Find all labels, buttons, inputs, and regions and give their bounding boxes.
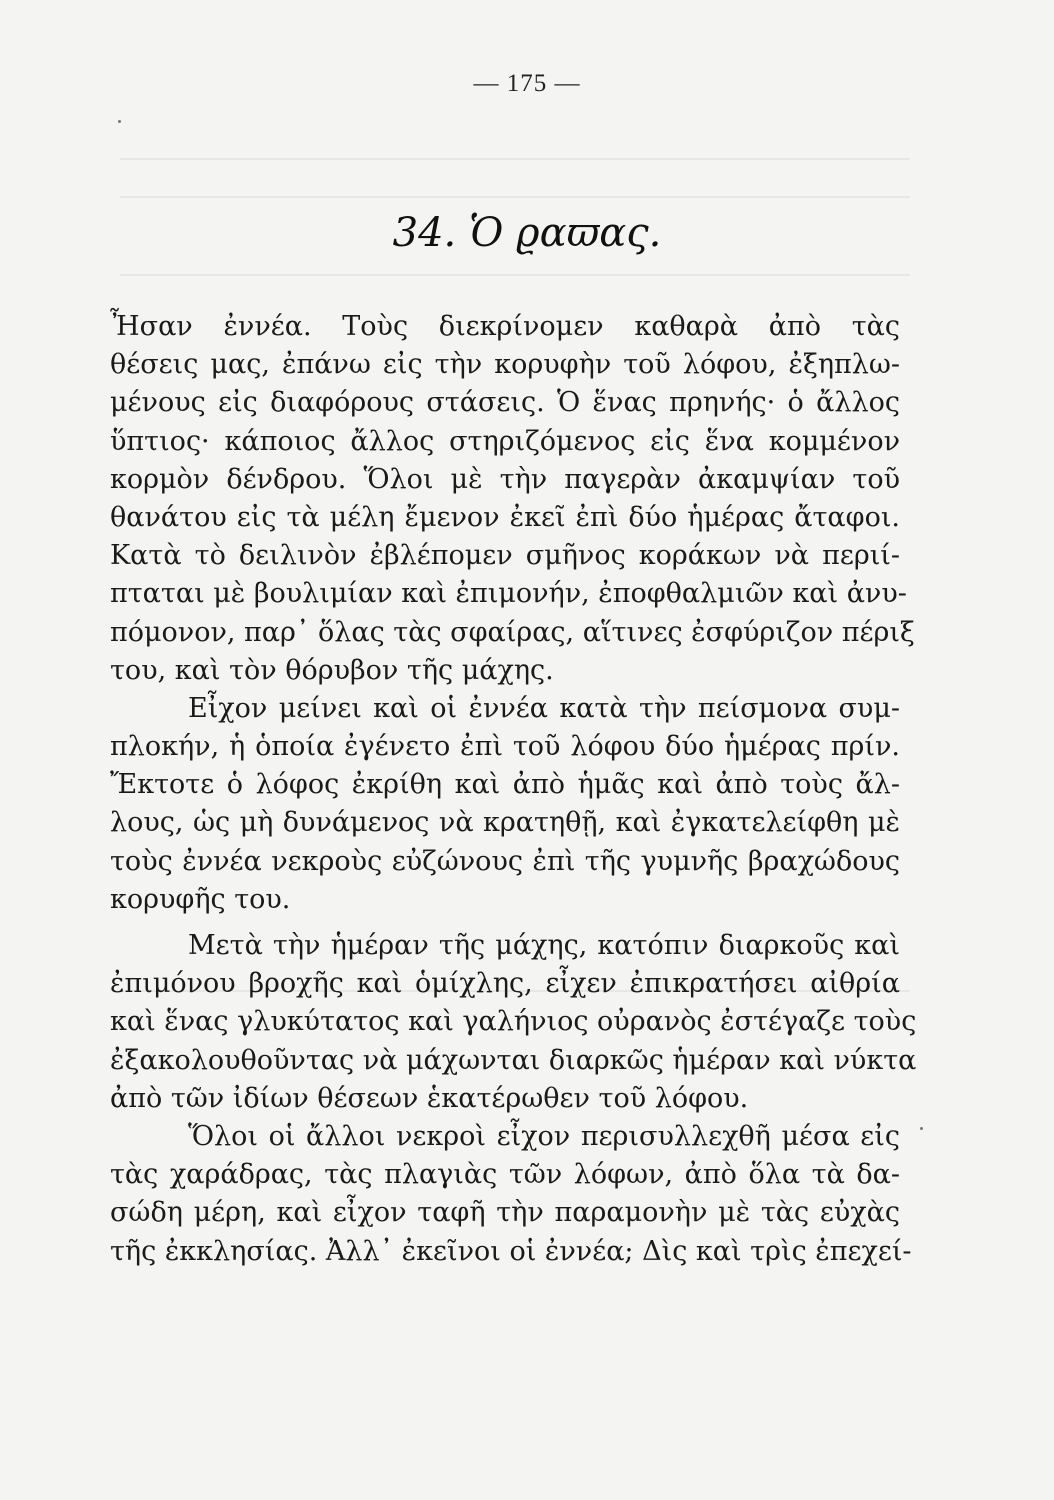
text-line: πταται μὲ βουλιμίαν καὶ ἐπιμονήν, ἐποφθαλμιῶν καὶ ἀνυ- <box>110 578 907 610</box>
show-through-line <box>120 158 910 160</box>
show-through-line <box>120 274 910 276</box>
body-text <box>110 308 917 1271</box>
text-line: σώδη μέρη, καὶ εἶχον ταφῆ τὴν παραμονὴν μὲ τὰς εὐχὰς <box>110 1197 900 1229</box>
ink-speck <box>118 120 121 123</box>
text-line: Ἔκτοτε ὁ λόφος ἐκρίθη καὶ ἀπὸ ἡμᾶς καὶ ἀπὸ τοὺς ἄλ- <box>110 769 900 801</box>
text-line: λους, ὡς μὴ δυνάμενος νὰ κρατηθῇ, καὶ ἐγκατελείφθη μὲ <box>110 807 900 839</box>
text-line: κορμὸν δένδρου. Ὅλοι μὲ τὴν παγερὰν ἀκαμψίαν τοῦ <box>110 463 900 495</box>
text-line: πόμονον, παρ᾽ ὅλας τὰς σφαίρας, αἵτινες ἐσφύριζον πέριξ <box>110 616 915 648</box>
text-line: Μετὰ τὴν ἡμέραν τῆς μάχης, κατόπιν διαρκοῦς καὶ <box>188 930 900 961</box>
text-line: τοὺς ἐννέα νεκροὺς εὐζώνους ἐπὶ τῆς γυμνῆς βραχώδους <box>110 845 900 877</box>
text-line: κορυφῆς του. <box>110 883 291 915</box>
page-number: — 175 — <box>473 70 581 97</box>
text-line: Ὅλοι οἱ ἄλλοι νεκροὶ εἶχον περισυλλεχθῆ μέσα εἰς <box>188 1120 900 1152</box>
text-line: ἐξακολουθοῦντας νὰ μάχωνται διαρκῶς ἡμέραν καὶ νύκτα <box>110 1044 917 1076</box>
text-line: τῆς ἐκκλησίας. Ἀλλ᾽ ἐκεῖνοι οἱ ἐννέα; Δὶς καὶ τρὶς ἐπεχεί- <box>110 1235 912 1267</box>
text-line: πλοκήν, ἡ ὁποία ἐγένετο ἐπὶ τοῦ λόφου δύο ἡμέρας πρίν. <box>110 731 900 763</box>
ink-speck <box>920 1127 923 1130</box>
text-line: ἐπιμόνου βροχῆς καὶ ὁμίχλης, εἶχεν ἐπικρατήσει αἰθρία <box>110 968 900 1000</box>
paragraph <box>110 1118 912 1271</box>
text-line: Εἶχον μείνει καὶ οἱ ἐννέα κατὰ τὴν πείσμονα συμ- <box>188 692 900 724</box>
paragraph <box>110 690 900 919</box>
paragraph-gap <box>110 919 900 927</box>
text-line: θέσεις μας, ἐπάνω εἰς τὴν κορυφὴν τοῦ λόφου, ἐξηπλω- <box>110 349 900 381</box>
text-line: Ἦσαν ἐννέα. Τοὺς διεκρίνομεν καθαρὰ ἀπὸ τὰς <box>110 311 900 342</box>
text-line: Κατὰ τὸ δειλινὸν ἐβλέπομεν σμῆνος κοράκων νὰ περιί- <box>110 540 900 572</box>
text-line: θανάτου εἰς τὰ μέλη ἔμενον ἐκεῖ ἐπὶ δύο ἡμέρας ἄταφοι. <box>110 501 900 533</box>
text-line: ἀπὸ τῶν ἰδίων θέσεων ἑκατέρωθεν τοῦ λόφου. <box>110 1082 749 1114</box>
text-line: του, καὶ τὸν θόρυβον τῆς μάχης. <box>110 654 554 686</box>
text-line: τὰς χαράδρας, τὰς πλαγιὰς τῶν λόφων, ἀπὸ ὅλα τὰ δα- <box>110 1159 900 1191</box>
text-line: μένους εἰς διαφόρους στάσεις. Ὁ ἕνας πρηνής· ὁ ἄλλος <box>110 387 900 419</box>
text-line: καὶ ἕνας γλυκύτατος καὶ γαλήνιος οὐρανὸς ἐστέγαζε τοὺς <box>110 1006 917 1038</box>
show-through-line <box>120 196 910 198</box>
paragraph <box>110 308 915 690</box>
paragraph <box>110 927 917 1118</box>
chapter-heading: 34. Ὁ ϱαϖας. <box>392 210 662 256</box>
text-line: ὕπτιος· κάποιος ἄλλος στηριζόμενος εἰς ἕνα κομμένον <box>110 425 900 457</box>
